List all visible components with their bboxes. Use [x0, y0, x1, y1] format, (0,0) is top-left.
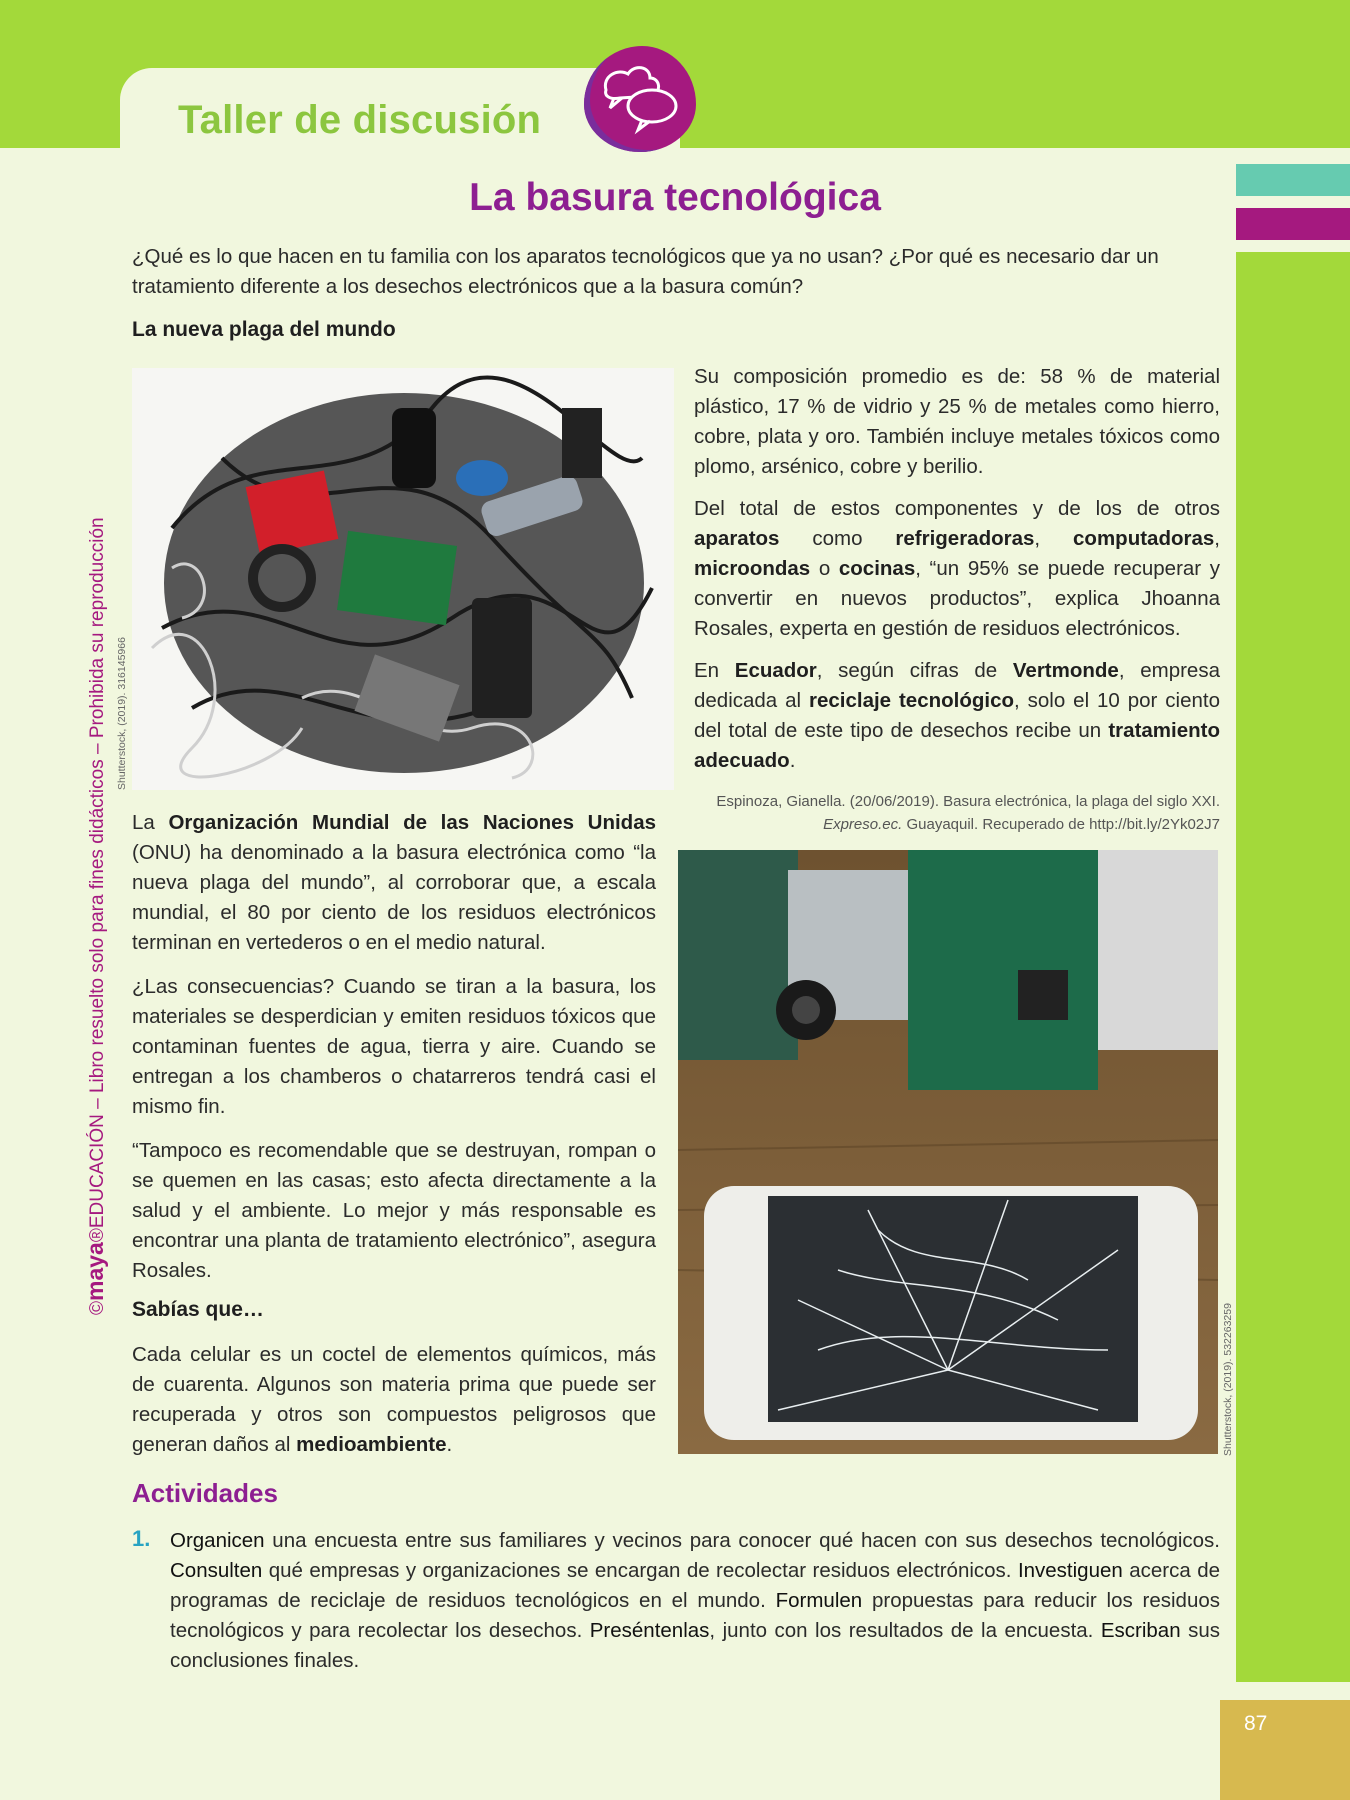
activity-verb: Organicen	[170, 1529, 265, 1552]
source-citation	[680, 790, 1220, 836]
text-run: acerca de programas de reciclaje de residuos tecnológicos en el mundo.	[170, 1559, 1220, 1612]
text-run: Cada celular es un coctel de elementos químicos, más de cuarenta. Algunos son materia prima que puede ser recuperada y otros son compuestos peligrosos que generan daños al	[132, 1343, 656, 1456]
text-run: (ONU) ha denominado a la basura electrónica como “la nueva plaga del mundo”, al corroborar que, a escala mundial, el 80 por ciento de los residuos electrónicos terminan en vertederos o en el medio natural.	[132, 841, 656, 954]
text-run: En	[694, 659, 735, 682]
copyright-side-text	[82, 517, 109, 1315]
section-title: Taller de discusión	[178, 98, 542, 142]
text-run: ,	[1034, 527, 1074, 550]
text-run: ,	[1214, 527, 1220, 550]
citation-publication: Expreso.ec.	[823, 816, 903, 833]
quote-paragraph: “Tampoco es recomendable que se destruyan, rompan o se quemen en las casas; esto afecta directamente a la salud y el ambiente. Lo mejor y más responsable es encontrar una planta de tratamiento electrónico”, asegura Rosales.	[132, 1139, 656, 1282]
right-green-strip	[1236, 252, 1350, 1682]
subheading: La nueva plaga del mundo	[132, 318, 396, 341]
text-run: o	[810, 557, 839, 580]
consequences-paragraph: ¿Las consecuencias? Cuando se tiran a la basura, los materiales se desperdician y emiten residuos tóxicos que contaminan fuentes de agua, tierra y aire. Cuando se entregan a los chamberos o chatarreros tendrá casi el mismo fin.	[132, 975, 656, 1118]
onu-paragraph	[132, 808, 656, 958]
text-run: , según cifras de	[816, 659, 1013, 682]
activity-number: 1.	[132, 1526, 151, 1551]
photo-credit-1: Shutterstock, (2019). 316145966	[116, 637, 128, 790]
copyright-symbol: ©	[87, 1301, 108, 1315]
intro-questions: ¿Qué es lo que hacen en tu familia con los aparatos tecnológicos que ya no usan? ¿Por qué es necesario dar un tratamiento diferente a los desechos electrónicos que a la basura común?	[132, 245, 1159, 298]
bold-term: aparatos	[694, 527, 780, 550]
bold-term: Organización Mundial de las Naciones Unidas	[168, 811, 656, 834]
chat-bubbles-icon	[584, 46, 696, 152]
text-run: qué empresas y organizaciones se encargan de recolectar residuos electrónicos.	[262, 1559, 1018, 1582]
text-run: La	[132, 811, 169, 834]
bold-term: medioambiente	[296, 1433, 447, 1456]
text-run: como	[779, 527, 896, 550]
activity-verb: Preséntenlas	[589, 1619, 710, 1642]
ecuador-paragraph	[694, 656, 1220, 776]
activity-verb: Consulten	[170, 1559, 263, 1582]
activity-verb: Formulen	[775, 1589, 863, 1612]
text-run: .	[789, 749, 796, 772]
photo-credit-2: Shutterstock, (2019). 532263259	[1222, 1303, 1234, 1456]
cracked-phone-photo	[678, 850, 1218, 1454]
bold-term: Ecuador	[734, 659, 817, 682]
text-run: , empresa dedicada al	[694, 659, 1220, 712]
text-run: sus conclusiones finales.	[170, 1619, 1220, 1672]
bold-term: refrigeradoras	[895, 527, 1035, 550]
text-run: , junto con los resultados de la encuesta.	[709, 1619, 1101, 1642]
text-run: una encuesta entre sus familiares y vecinos para conocer qué hacen con sus desechos tecnológicos.	[264, 1529, 1220, 1552]
brand-logo-text: maya	[82, 1242, 108, 1301]
activities-heading: Actividades	[132, 1478, 278, 1508]
text-run: , “un 95% se puede recuperar y convertir en nuevos productos”, explica Jhoanna Rosales, experta en gestión de residuos electrónicos.	[694, 557, 1221, 640]
text-run: .	[446, 1433, 453, 1456]
composition-paragraph: Su composición promedio es de: 58 % de material plástico, 17 % de vidrio y 25 % de metales como hierro, cobre, plata y oro. También incluye metales tóxicos como plomo, arsénico, cobre y berilio.	[694, 365, 1220, 478]
copyright-notice: EDUCACIÓN – Libro resuelto solo para fines didácticos – Prohibida su reproducción	[87, 517, 108, 1229]
bold-term: computadoras	[1073, 527, 1215, 550]
registered-symbol: ®	[87, 1228, 108, 1243]
bold-term: Vertmonde	[1012, 659, 1119, 682]
sabias-que-heading: Sabías que…	[132, 1298, 264, 1321]
text-run: propuestas para reducir los residuos tecnológicos y para recolectar los desechos.	[170, 1589, 1221, 1642]
activity-item	[170, 1526, 1220, 1676]
sabias-que-paragraph	[132, 1340, 656, 1460]
bold-term: cocinas	[838, 557, 916, 580]
bold-term: tratamiento adecuado	[694, 719, 1220, 772]
recovery-paragraph	[694, 494, 1220, 644]
page-number: 87	[1244, 1712, 1268, 1735]
page-number-box	[1220, 1700, 1350, 1800]
activity-verb: Escriban	[1100, 1619, 1181, 1642]
citation-line-2: Guayaquil. Recuperado de http://bit.ly/2Yk02J7	[902, 816, 1220, 833]
text-run: , solo el 10 por ciento del total de este tipo de desechos recibe un	[694, 689, 1220, 742]
bold-term: microondas	[694, 557, 811, 580]
citation-line-1: Espinoza, Gianella. (20/06/2019). Basura electrónica, la plaga del siglo XXI.	[716, 793, 1220, 810]
bold-term: reciclaje tecnológico	[809, 689, 1015, 712]
article-title: La basura tecnológica	[469, 176, 881, 219]
activity-verb: Investiguen	[1017, 1559, 1123, 1582]
ewaste-pile-photo	[132, 368, 674, 790]
text-run: Del total de estos componentes y de los de otros	[694, 497, 1220, 520]
